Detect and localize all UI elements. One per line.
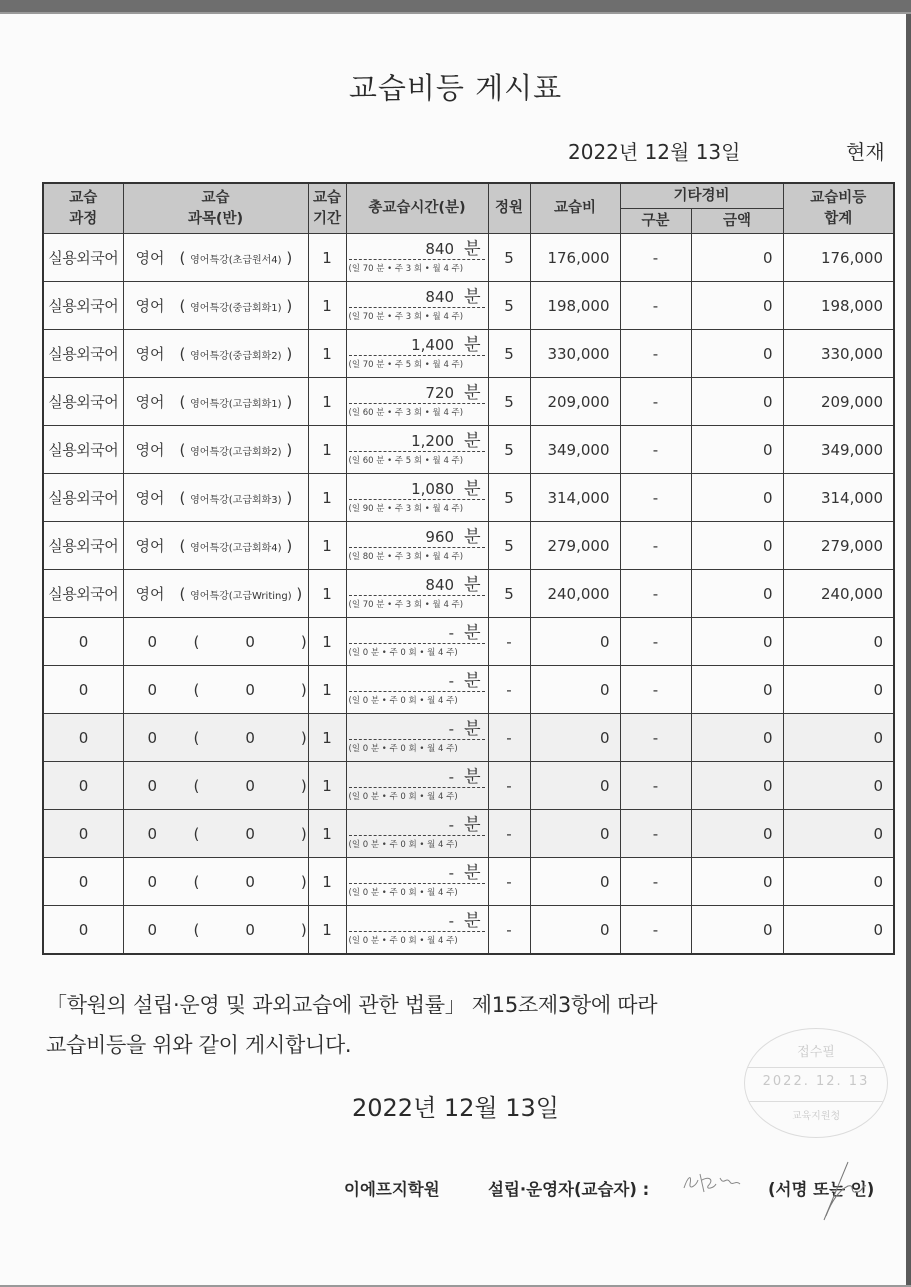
cell-subject xyxy=(123,618,308,666)
cell-subject xyxy=(123,714,308,762)
class-name: 영어특강(고급회화3) xyxy=(190,495,282,506)
cell-total: 0 xyxy=(783,762,894,810)
cell-other-amount: 0 xyxy=(691,714,783,762)
header-period: 교습 기간 xyxy=(308,183,346,234)
minutes-unit: 분 xyxy=(464,671,481,691)
operator-label: 설립·운영자(교습자) : xyxy=(488,1180,650,1199)
cell-subject xyxy=(123,474,308,522)
footer-date: 2022년 12월 13일 xyxy=(352,1094,559,1122)
statute-line-1: 「학원의 설립·운영 및 과외교습에 관한 법률」 제15조제3항에 따라 xyxy=(46,993,658,1017)
cell-tuition: 0 xyxy=(530,714,620,762)
scan-right-border xyxy=(906,14,911,1287)
cell-course: 실용외국어 xyxy=(43,570,123,618)
cell-tuition: 314,000 xyxy=(530,474,620,522)
schedule-detail: (일 60 분 • 주 5 회 • 월 4 주) xyxy=(348,456,464,466)
minutes-unit: 분 xyxy=(464,575,481,595)
subject-name: 0 xyxy=(147,776,158,795)
cell-other-amount: 0 xyxy=(691,906,783,955)
schedule-detail: (일 0 분 • 주 0 회 • 월 4 주) xyxy=(348,648,458,658)
minutes-unit: 분 xyxy=(464,767,481,787)
paren-close: ) xyxy=(281,537,293,555)
cell-course: 0 xyxy=(43,906,123,955)
cell-total: 176,000 xyxy=(783,234,894,282)
cell-course: 0 xyxy=(43,618,123,666)
header-other-type: 구분 xyxy=(620,209,691,234)
cell-capacity: 5 xyxy=(488,282,530,330)
total-minutes: - 분 xyxy=(349,861,485,884)
cell-tuition: 279,000 xyxy=(530,522,620,570)
table-row xyxy=(43,858,894,906)
class-name: 영어특강(고급회화2) xyxy=(190,447,282,458)
scan-top-border xyxy=(0,0,911,14)
cell-course: 0 xyxy=(43,762,123,810)
total-minutes: - 분 xyxy=(349,813,485,836)
paren-open: ( xyxy=(179,297,191,315)
cell-period: 1 xyxy=(308,762,346,810)
table-row xyxy=(43,570,894,618)
signature-note: (서명 또는 인) xyxy=(768,1180,875,1199)
cell-total-hours xyxy=(346,234,488,282)
subject-name: 0 xyxy=(147,824,158,843)
header-course: 교습 과정 xyxy=(43,183,123,234)
cell-period: 1 xyxy=(308,858,346,906)
cell-total-hours xyxy=(346,426,488,474)
cell-other-type: - xyxy=(620,618,691,666)
paren-open: ( xyxy=(193,824,205,843)
as-of-date: 2022년 12월 13일 xyxy=(568,140,741,164)
minutes-unit: 분 xyxy=(464,623,481,643)
cell-total: 240,000 xyxy=(783,570,894,618)
cell-total-hours xyxy=(346,810,488,858)
cell-subject xyxy=(123,330,308,378)
paren-open: ( xyxy=(179,489,191,507)
schedule-detail: (일 70 분 • 주 5 회 • 월 4 주) xyxy=(348,360,464,370)
cell-other-amount: 0 xyxy=(691,474,783,522)
paren-close: ) xyxy=(281,441,293,459)
cell-other-amount: 0 xyxy=(691,522,783,570)
header-other-amount: 금액 xyxy=(691,209,783,234)
cell-total: 330,000 xyxy=(783,330,894,378)
paren-open: ( xyxy=(179,441,191,459)
cell-other-amount: 0 xyxy=(691,858,783,906)
schedule-detail: (일 80 분 • 주 3 회 • 월 4 주) xyxy=(348,552,464,562)
schedule-detail: (일 70 분 • 주 3 회 • 월 4 주) xyxy=(348,600,464,610)
cell-tuition: 0 xyxy=(530,906,620,955)
cell-subject xyxy=(123,810,308,858)
cell-total-hours xyxy=(346,474,488,522)
cell-other-type: - xyxy=(620,714,691,762)
cell-other-amount: 0 xyxy=(691,426,783,474)
subject-name: 영어 xyxy=(135,585,165,603)
cell-total-hours xyxy=(346,282,488,330)
class-name: 0 xyxy=(245,728,255,747)
paren-close: ) xyxy=(281,297,293,315)
cell-capacity: - xyxy=(488,666,530,714)
schedule-detail: (일 0 분 • 주 0 회 • 월 4 주) xyxy=(348,792,458,802)
cell-other-type: - xyxy=(620,858,691,906)
paren-open: ( xyxy=(179,537,191,555)
cell-other-amount: 0 xyxy=(691,282,783,330)
cell-course: 실용외국어 xyxy=(43,234,123,282)
table-row xyxy=(43,666,894,714)
cell-total-hours xyxy=(346,714,488,762)
schedule-detail: (일 70 분 • 주 3 회 • 월 4 주) xyxy=(348,264,464,274)
paren-open: ( xyxy=(193,728,205,747)
cell-period: 1 xyxy=(308,282,346,330)
paren-open: ( xyxy=(193,920,205,939)
cell-other-type: - xyxy=(620,426,691,474)
table-row xyxy=(43,906,894,955)
cell-subject xyxy=(123,522,308,570)
subject-name: 0 xyxy=(147,920,158,939)
cell-tuition: 349,000 xyxy=(530,426,620,474)
cell-capacity: - xyxy=(488,810,530,858)
cell-course: 실용외국어 xyxy=(43,282,123,330)
paren-close: ) xyxy=(296,824,307,843)
subject-name: 영어 xyxy=(135,297,165,315)
class-name: 영어특강(고급회화1) xyxy=(190,399,282,410)
minutes-unit: 분 xyxy=(464,863,481,883)
total-minutes: 720 분 xyxy=(349,381,485,404)
header-capacity: 정원 xyxy=(488,183,530,234)
cell-capacity: 5 xyxy=(488,522,530,570)
cell-subject xyxy=(123,378,308,426)
class-name: 0 xyxy=(245,920,255,939)
subject-name: 영어 xyxy=(135,393,165,411)
cell-period: 1 xyxy=(308,474,346,522)
paren-open: ( xyxy=(179,585,191,603)
class-name: 0 xyxy=(245,872,255,891)
header-tuition: 교습비 xyxy=(530,183,620,234)
minutes-unit: 분 xyxy=(464,287,481,307)
cell-tuition: 198,000 xyxy=(530,282,620,330)
class-name: 0 xyxy=(245,680,255,699)
class-name: 영어특강(중급회화2) xyxy=(190,351,282,362)
cell-subject xyxy=(123,282,308,330)
subject-name: 영어 xyxy=(135,489,165,507)
paren-close: ) xyxy=(291,585,303,603)
table-row xyxy=(43,378,894,426)
stamp-date: 2022. 12. 13 xyxy=(762,1074,870,1089)
cell-course: 0 xyxy=(43,858,123,906)
cell-period: 1 xyxy=(308,714,346,762)
header-subject: 교습 과목(반) xyxy=(123,183,308,234)
schedule-detail: (일 70 분 • 주 3 회 • 월 4 주) xyxy=(348,312,464,322)
table-row xyxy=(43,762,894,810)
cell-period: 1 xyxy=(308,570,346,618)
cell-course: 0 xyxy=(43,666,123,714)
total-minutes: 1,200 분 xyxy=(349,429,485,452)
stamp-divider xyxy=(745,1101,887,1102)
cell-tuition: 240,000 xyxy=(530,570,620,618)
cell-period: 1 xyxy=(308,906,346,955)
total-minutes: 960 분 xyxy=(349,525,485,548)
minutes-unit: 분 xyxy=(464,479,481,499)
cell-tuition: 330,000 xyxy=(530,330,620,378)
cell-other-type: - xyxy=(620,762,691,810)
cell-period: 1 xyxy=(308,330,346,378)
cell-total: 198,000 xyxy=(783,282,894,330)
class-name: 영어특강(고급회화4) xyxy=(190,543,282,554)
subject-name: 0 xyxy=(147,680,158,699)
paren-open: ( xyxy=(193,872,205,891)
cell-other-type: - xyxy=(620,810,691,858)
minutes-unit: 분 xyxy=(464,239,481,259)
cell-other-amount: 0 xyxy=(691,570,783,618)
minutes-unit: 분 xyxy=(464,431,481,451)
cell-total-hours xyxy=(346,762,488,810)
paren-open: ( xyxy=(193,680,205,699)
tuition-fee-table xyxy=(42,182,895,955)
cell-course: 실용외국어 xyxy=(43,522,123,570)
cell-subject xyxy=(123,570,308,618)
cell-other-amount: 0 xyxy=(691,234,783,282)
cell-total-hours xyxy=(346,522,488,570)
class-name: 영어특강(초급원서4) xyxy=(190,255,282,266)
cell-course: 실용외국어 xyxy=(43,378,123,426)
cell-course: 실용외국어 xyxy=(43,330,123,378)
statute-notice xyxy=(46,985,657,1065)
table-row xyxy=(43,474,894,522)
cell-subject xyxy=(123,426,308,474)
cell-other-amount: 0 xyxy=(691,330,783,378)
cell-total-hours xyxy=(346,618,488,666)
table-row xyxy=(43,618,894,666)
cell-capacity: - xyxy=(488,714,530,762)
paren-close: ) xyxy=(296,872,307,891)
subject-name: 0 xyxy=(147,632,158,651)
cell-period: 1 xyxy=(308,234,346,282)
cell-other-type: - xyxy=(620,570,691,618)
total-minutes: 840 분 xyxy=(349,573,485,596)
cell-course: 0 xyxy=(43,810,123,858)
minutes-unit: 분 xyxy=(464,527,481,547)
cell-capacity: 5 xyxy=(488,234,530,282)
cell-subject xyxy=(123,858,308,906)
cell-total: 0 xyxy=(783,666,894,714)
class-name: 0 xyxy=(245,632,255,651)
subject-name: 영어 xyxy=(135,537,165,555)
table-row xyxy=(43,714,894,762)
cell-subject xyxy=(123,234,308,282)
cell-course: 실용외국어 xyxy=(43,474,123,522)
class-name: 영어특강(중급회화1) xyxy=(190,303,282,314)
cell-other-type: - xyxy=(620,234,691,282)
table-row xyxy=(43,282,894,330)
class-name: 영어특강(고급Writing) xyxy=(190,591,292,602)
cell-total: 279,000 xyxy=(783,522,894,570)
paren-close: ) xyxy=(281,345,293,363)
seal-signature-mark xyxy=(818,1160,868,1224)
cell-total-hours xyxy=(346,570,488,618)
minutes-unit: 분 xyxy=(464,383,481,403)
cell-other-type: - xyxy=(620,906,691,955)
paren-close: ) xyxy=(296,632,307,651)
table-row xyxy=(43,810,894,858)
cell-other-amount: 0 xyxy=(691,762,783,810)
document-title: 교습비등 게시표 xyxy=(348,71,563,105)
cell-capacity: 5 xyxy=(488,330,530,378)
cell-total: 0 xyxy=(783,714,894,762)
cell-total-hours xyxy=(346,666,488,714)
total-minutes: 1,400 분 xyxy=(349,333,485,356)
cell-other-type: - xyxy=(620,330,691,378)
cell-subject xyxy=(123,666,308,714)
header-total-hours: 총교습시간(분) xyxy=(346,183,488,234)
cell-tuition: 0 xyxy=(530,666,620,714)
cell-total: 0 xyxy=(783,858,894,906)
cell-course: 실용외국어 xyxy=(43,426,123,474)
stamp-bottom-text: 교육지원청 xyxy=(791,1111,841,1122)
paren-open: ( xyxy=(179,393,191,411)
subject-name: 영어 xyxy=(135,441,165,459)
cell-tuition: 0 xyxy=(530,618,620,666)
total-minutes: - 분 xyxy=(349,621,485,644)
cell-total-hours xyxy=(346,858,488,906)
class-name: 0 xyxy=(245,824,255,843)
cell-capacity: - xyxy=(488,618,530,666)
header-other-expenses: 기타경비 xyxy=(620,183,783,209)
handwritten-signature xyxy=(680,1166,750,1198)
cell-other-amount: 0 xyxy=(691,666,783,714)
table-row xyxy=(43,522,894,570)
cell-capacity: - xyxy=(488,906,530,955)
cell-capacity: 5 xyxy=(488,426,530,474)
paren-open: ( xyxy=(193,632,205,651)
subject-name: 0 xyxy=(147,728,158,747)
paren-open: ( xyxy=(193,776,205,795)
schedule-detail: (일 0 분 • 주 0 회 • 월 4 주) xyxy=(348,840,458,850)
cell-total: 314,000 xyxy=(783,474,894,522)
cell-other-amount: 0 xyxy=(691,618,783,666)
cell-total: 0 xyxy=(783,618,894,666)
cell-period: 1 xyxy=(308,378,346,426)
cell-total-hours xyxy=(346,906,488,955)
paren-close: ) xyxy=(281,249,293,267)
paren-close: ) xyxy=(296,920,307,939)
cell-subject xyxy=(123,762,308,810)
cell-total: 349,000 xyxy=(783,426,894,474)
total-minutes: 840 분 xyxy=(349,237,485,260)
total-minutes: 840 분 xyxy=(349,285,485,308)
academy-name: 이에프지학원 xyxy=(344,1180,440,1199)
paren-close: ) xyxy=(296,728,307,747)
cell-other-type: - xyxy=(620,282,691,330)
stamp-top-text: 접수필 xyxy=(797,1045,835,1060)
total-minutes: 1,080 분 xyxy=(349,477,485,500)
receipt-stamp xyxy=(744,1028,888,1138)
cell-tuition: 0 xyxy=(530,810,620,858)
subject-name: 0 xyxy=(147,872,158,891)
cell-total-hours xyxy=(346,378,488,426)
minutes-unit: 분 xyxy=(464,911,481,931)
total-minutes: - 분 xyxy=(349,765,485,788)
cell-period: 1 xyxy=(308,522,346,570)
cell-total: 209,000 xyxy=(783,378,894,426)
schedule-detail: (일 0 분 • 주 0 회 • 월 4 주) xyxy=(348,744,458,754)
statute-line-2: 교습비등을 위와 같이 게시합니다. xyxy=(46,1033,352,1057)
cell-period: 1 xyxy=(308,426,346,474)
cell-other-type: - xyxy=(620,378,691,426)
header-total: 교습비등 합계 xyxy=(783,183,894,234)
schedule-detail: (일 90 분 • 주 3 회 • 월 4 주) xyxy=(348,504,464,514)
minutes-unit: 분 xyxy=(464,719,481,739)
paren-close: ) xyxy=(296,776,307,795)
table-row xyxy=(43,234,894,282)
table-row xyxy=(43,426,894,474)
as-of-suffix: 현재 xyxy=(846,140,885,164)
cell-other-type: - xyxy=(620,474,691,522)
paren-open: ( xyxy=(179,345,191,363)
table-row xyxy=(43,330,894,378)
total-minutes: - 분 xyxy=(349,717,485,740)
cell-period: 1 xyxy=(308,618,346,666)
cell-total: 0 xyxy=(783,810,894,858)
cell-tuition: 0 xyxy=(530,858,620,906)
total-minutes: - 분 xyxy=(349,909,485,932)
cell-total-hours xyxy=(346,330,488,378)
minutes-unit: 분 xyxy=(464,335,481,355)
cell-other-type: - xyxy=(620,666,691,714)
cell-tuition: 0 xyxy=(530,762,620,810)
paren-open: ( xyxy=(179,249,191,267)
paren-close: ) xyxy=(296,680,307,699)
class-name: 0 xyxy=(245,776,255,795)
schedule-detail: (일 0 분 • 주 0 회 • 월 4 주) xyxy=(348,888,458,898)
cell-capacity: - xyxy=(488,858,530,906)
cell-other-amount: 0 xyxy=(691,810,783,858)
cell-total: 0 xyxy=(783,906,894,955)
schedule-detail: (일 60 분 • 주 3 회 • 월 4 주) xyxy=(348,408,464,418)
total-minutes: - 분 xyxy=(349,669,485,692)
cell-capacity: 5 xyxy=(488,474,530,522)
cell-subject xyxy=(123,906,308,955)
cell-capacity: 5 xyxy=(488,570,530,618)
cell-period: 1 xyxy=(308,810,346,858)
minutes-unit: 분 xyxy=(464,815,481,835)
stamp-divider xyxy=(745,1067,887,1068)
cell-tuition: 176,000 xyxy=(530,234,620,282)
paren-close: ) xyxy=(281,489,293,507)
cell-other-type: - xyxy=(620,522,691,570)
subject-name: 영어 xyxy=(135,345,165,363)
cell-tuition: 209,000 xyxy=(530,378,620,426)
subject-name: 영어 xyxy=(135,249,165,267)
paren-close: ) xyxy=(281,393,293,411)
cell-period: 1 xyxy=(308,666,346,714)
cell-capacity: 5 xyxy=(488,378,530,426)
schedule-detail: (일 0 분 • 주 0 회 • 월 4 주) xyxy=(348,696,458,706)
cell-capacity: - xyxy=(488,762,530,810)
cell-course: 0 xyxy=(43,714,123,762)
schedule-detail: (일 0 분 • 주 0 회 • 월 4 주) xyxy=(348,936,458,946)
cell-other-amount: 0 xyxy=(691,378,783,426)
